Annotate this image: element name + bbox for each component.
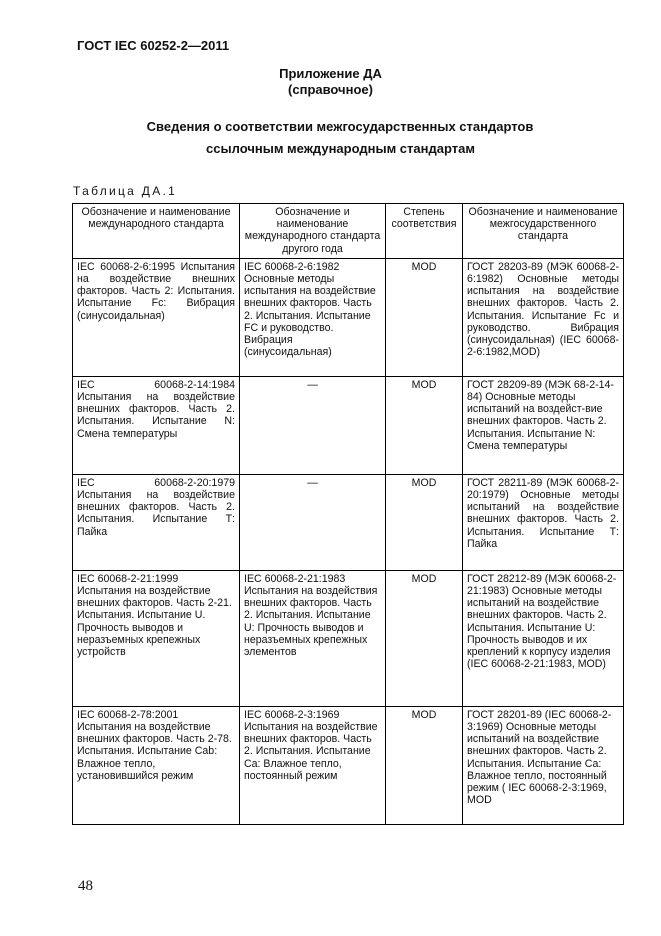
cell-degree: MOD — [386, 258, 463, 376]
cell-international-standard: IEC 60068-2-21:1999 Испытания на воздействие внешних факторов. Часть 2-21. Испытания. Испытание U. Прочность выводов и неразъемных крепежных устройств — [73, 570, 240, 706]
cell-international-standard: IEC 60068-2-14:1984 Испытания на воздействие внешних факторов. Часть 2. Испытания. Испытание N: Смена температуры — [73, 376, 240, 474]
cell-other-year-standard: IEC 60068-2-3:1969 Испытания на воздействие внешних факторов. Часть 2. Испытания. Испытание Ca: Влажное тепло, постоянный режим — [240, 706, 386, 824]
cell-other-year-standard: IEC 60068-2-6:1982 Основные методы испытания на воздействие внешних факторов. Часть 2. Испытания. Испытание FC и руководство. Вибрация (синусоидальная) — [240, 258, 386, 376]
cell-degree: MOD — [386, 376, 463, 474]
document-code: ГОСТ IEC 60252-2—2011 — [77, 38, 230, 53]
cell-other-year-standard: — — [240, 376, 386, 474]
cell-degree: MOD — [386, 474, 463, 570]
header-other-year-standard: Обозначение и наименование международного стандарта другого года — [240, 204, 386, 259]
table-row — [73, 706, 624, 824]
table-row — [73, 258, 624, 376]
table-row — [73, 474, 624, 570]
cell-international-standard: IEC 60068-2-78:2001 Испытания на воздействие внешних факторов. Часть 2-78. Испытания. Испытание Cab: Влажное тепло, установившийся режим — [73, 706, 240, 824]
table-row — [73, 570, 624, 706]
table-caption: Таблица ДА.1 — [73, 184, 178, 198]
header-international-standard: Обозначение и наименование международного стандарта — [73, 204, 240, 259]
table-row — [73, 376, 624, 474]
cell-interstate-standard: ГОСТ 28212-89 (МЭК 60068-2-21:1983) Основные методы испытаний на воздействие внешних факторов. Часть 2. Испытания. Испытание U: Прочность выводов и их креплений к корпусу изделия (IEC 60068-2-21:1983, MOD) — [463, 570, 624, 706]
cell-interstate-standard: ГОСТ 28201-89 (IEC 60068-2-3:1969) Основные методы испытаний на воздействие внешних факторов. Часть 2. Испытания. Испытание Са: Влажное тепло, постоянный режим ( IEC 60068-2-3:1969, MOD — [463, 706, 624, 824]
correspondence-table — [72, 203, 624, 825]
appendix-subtitle: (справочное) — [288, 82, 373, 97]
cell-degree: MOD — [386, 570, 463, 706]
header-interstate-standard: Обозначение и наименование межгосударственного стандарта — [463, 204, 624, 259]
section-heading-line-1: Сведения о соответствии межгосударственных стандартов — [146, 119, 534, 134]
cell-international-standard: IEC 60068-2-6:1995 Испытания на воздействие внешних факторов. Часть 2: Испытания. Испытание Fc: Вибрация (синусоидальная) — [73, 258, 240, 376]
cell-interstate-standard: ГОСТ 28203-89 (МЭК 60068-2-6:1982) Основные методы испытания на воздействие внешних факторов. Часть 2. Испытания. Испытание Fc и руководство. Вибрация (синусоидальная) (IEC 60068-2-6:1982,MOD) — [463, 258, 624, 376]
header-degree-of-correspondence: Степень соответствия — [386, 204, 463, 259]
cell-international-standard: IEC 60068-2-20:1979 Испытания на воздействие внешних факторов. Часть 2. Испытания. Испытание Т: Пайка — [73, 474, 240, 570]
cell-other-year-standard: — — [240, 474, 386, 570]
cell-interstate-standard: ГОСТ 28211-89 (МЭК 60068-2-20:1979) Основные методы испытаний на воздействие внешних факторов. Часть 2. Испытания. Испытание Т: Пайка — [463, 474, 624, 570]
cell-other-year-standard: IEC 60068-2-21:1983 Испытания на воздействия внешних факторов. Часть 2. Испытания. Испытание U: Прочность выводов и неразъемных крепежных элементов — [240, 570, 386, 706]
appendix-title: Приложение ДА — [279, 66, 382, 81]
cell-degree: MOD — [386, 706, 463, 824]
table-header-row — [73, 204, 624, 259]
section-heading-line-2: ссылочным международным стандартам — [206, 141, 475, 156]
cell-interstate-standard: ГОСТ 28209-89 (МЭК 68-2-14-84) Основные методы испытаний на воздейст-вие внешних факторов. Часть 2. Испытания. Испытание N: Смена температуры — [463, 376, 624, 474]
page-number: 48 — [78, 878, 93, 894]
